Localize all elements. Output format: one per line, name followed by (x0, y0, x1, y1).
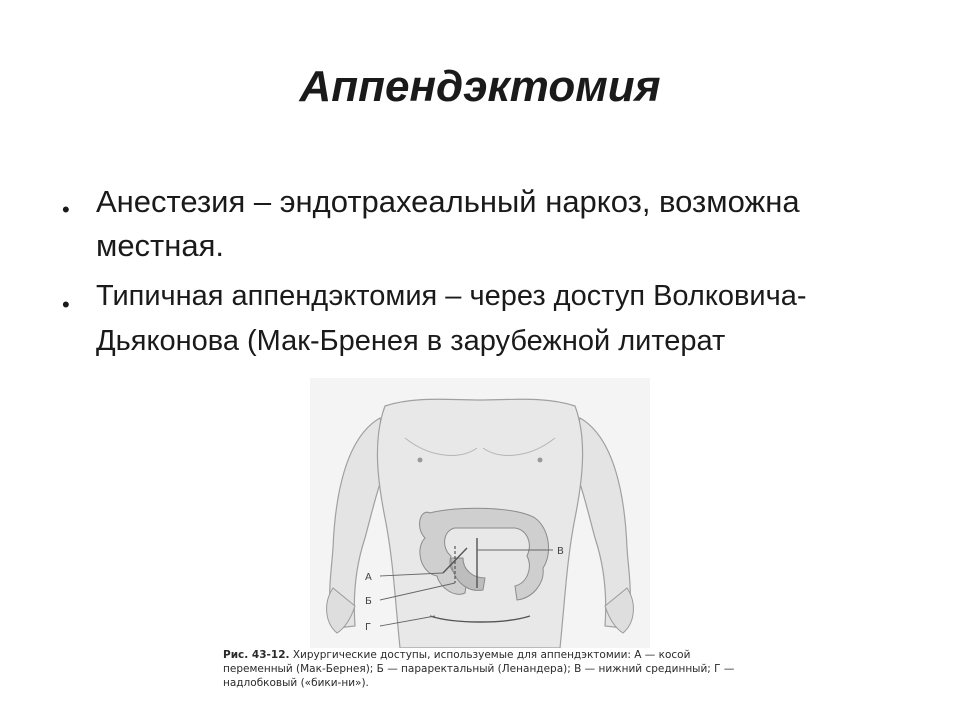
label-b: Б (365, 596, 372, 607)
bullet-text-anesthesia: Анестезия – эндотрахеальный наркоз, возможна местная. (96, 184, 800, 263)
figure-caption (223, 648, 743, 690)
bullet-item-anesthesia (60, 180, 890, 268)
bullet-list (60, 180, 890, 364)
bullet-dot-icon: • (62, 292, 70, 317)
bullet-item-appendectomy (60, 274, 890, 364)
left-nipple (418, 458, 423, 463)
label-g: Г (365, 622, 372, 633)
anatomy-figure (215, 378, 755, 708)
label-a: А (365, 572, 372, 583)
right-nipple (538, 458, 543, 463)
caption-prefix: Рис. 43-12. (223, 649, 290, 661)
bullet-text-appendectomy: Типичная аппендэктомия – через доступ Волковича-Дьяконова (Мак-Бренея в зарубежной литерат (96, 280, 807, 357)
bullet-dot-icon: • (62, 197, 70, 222)
torso-illustration (215, 378, 755, 648)
slide-title: Аппендэктомия (299, 62, 661, 111)
caption-text: Хирургические доступы, используемые для аппендэктомии: А — косой переменный (Мак-Бернея); Б — параректальный (Ленандера); В — нижний срединный; Г — надлобковый («бики-ни»). (223, 649, 735, 689)
label-v: В (557, 546, 564, 557)
